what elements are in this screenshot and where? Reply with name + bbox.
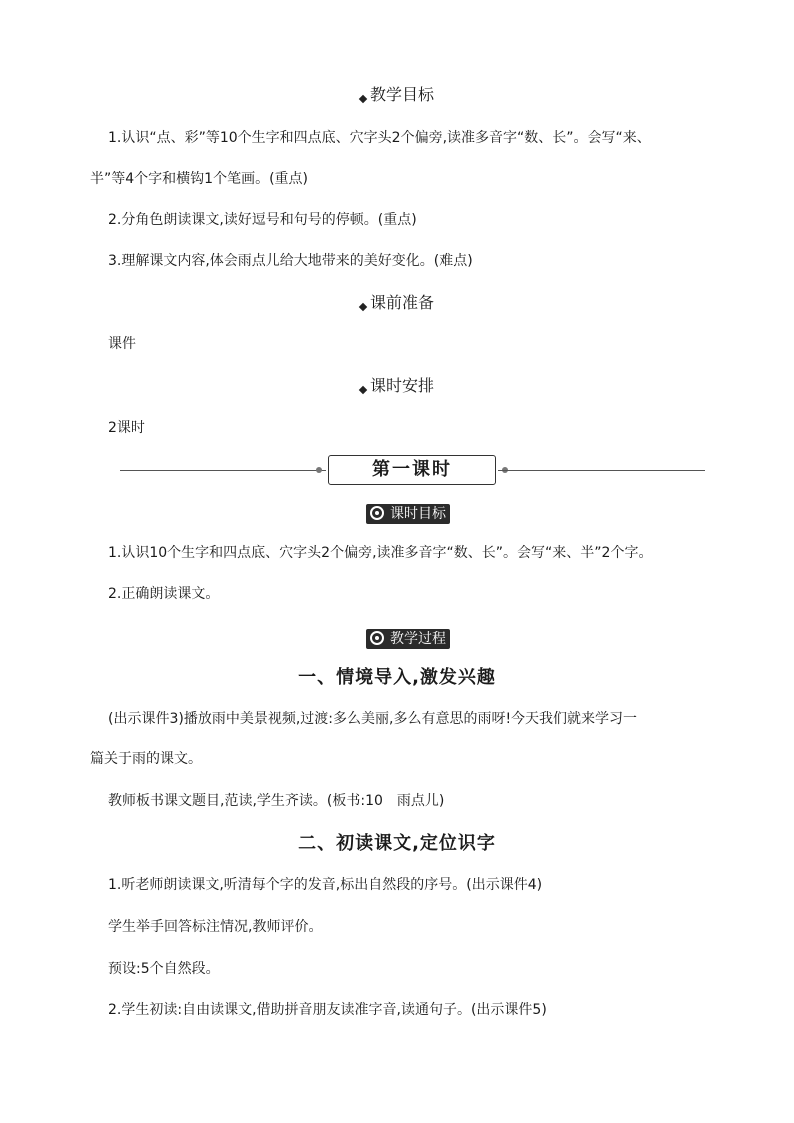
diamond-bullet-icon [359,303,367,311]
target-icon [370,506,384,520]
divider-right [498,470,705,471]
lesson-goal-2: 2.正确朗读课文。 [108,586,220,602]
schedule-heading: 课时安排 [0,375,794,397]
section1-line-1: (出示课件3)播放雨中美景视频,过渡:多么美丽,多么有意思的雨呀!今天我们就来学习一 [108,711,638,727]
process-badge: 教学过程 [366,629,450,649]
divider-left [120,470,326,471]
diamond-bullet-icon [359,386,367,394]
objective-line-4: 3.理解课文内容,体会雨点儿给大地带来的美好变化。(难点) [108,253,473,269]
section2-line-2: 学生举手回答标注情况,教师评价。 [108,919,323,935]
section1-title: 一、情境导入,激发兴趣 [298,667,496,688]
section1-line-3: 教师板书课文题目,范读,学生齐读。(板书:10 雨点儿) [108,793,445,809]
prep-heading: 课前准备 [0,292,794,314]
section2-line-4: 2.学生初读:自由读课文,借助拼音朋友读准字音,读通句子。(出示课件5) [108,1002,547,1018]
divider-dot-left [316,467,322,473]
lesson-goal-1: 1.认识10个生字和四点底、穴字头2个偏旁,读准多音字“数、长”。会写“来、半”2个字。 [108,545,653,561]
objectives-heading: 教学目标 [0,84,794,106]
prep-text: 课件 [108,336,136,352]
objective-line-3: 2.分角色朗读课文,读好逗号和句号的停顿。(重点) [108,212,417,228]
schedule-text: 2课时 [108,420,145,436]
diamond-bullet-icon [359,95,367,103]
section2-line-1: 1.听老师朗读课文,听清每个字的发音,标出自然段的序号。(出示课件4) [108,877,543,893]
lesson-title: 第一课时 [328,455,496,485]
section2-title: 二、初读课文,定位识字 [298,833,496,854]
target-icon [370,631,384,645]
objective-line-1: 1.认识“点、彩”等10个生字和四点底、穴字头2个偏旁,读准多音字“数、长”。会写“来、 [108,130,651,146]
lesson-goals-badge: 课时目标 [366,504,450,524]
section2-line-3: 预设:5个自然段。 [108,961,220,977]
objective-line-2: 半”等4个字和横钩1个笔画。(重点) [90,171,308,187]
section1-line-2: 篇关于雨的课文。 [90,751,202,767]
